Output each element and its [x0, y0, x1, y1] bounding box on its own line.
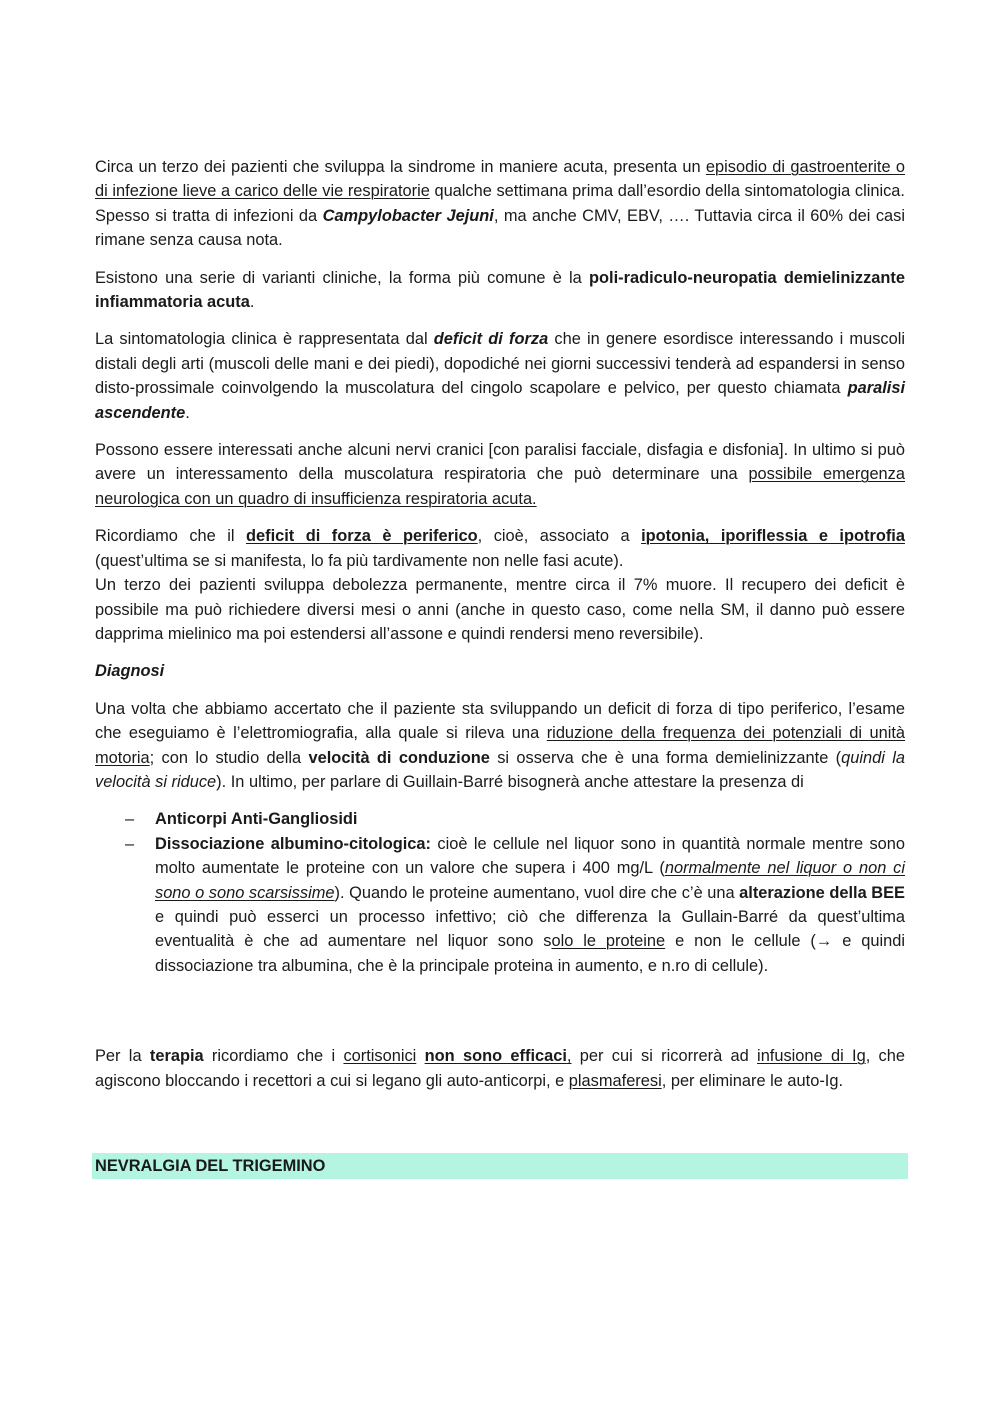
- bold-underlined-text: ipotonia, iporiflessia e ipotrofia: [641, 527, 905, 546]
- paragraph-diagnosis: Una volta che abbiamo accertato che il paziente sta sviluppando un deficit di forza di tipo periferico, l’esame che eseguiamo è l’elettromiografia, alla quale si rileva una riduzione della frequenza dei potenziali di unità motoria; con lo studio della velocità di conduzione si osserva che è una forma demielinizzante (quindi la velocità si riduce). In ultimo, per parlare di Guillain-Barré bisognerà anche attestare la presenza di: [95, 699, 906, 791]
- paragraph-onset: Circa un terzo dei pazienti che sviluppa la sindrome in maniere acuta, presenta un episodio di gastroenterite o di infezione lieve a carico delle vie respiratorie qualche settimana prima dall’esordio della sintomatologia clinica. Spesso si tratta di infezioni da Campylobacter Jejuni, ma anche CMV, EBV, …. Tuttavia circa il 60% dei casi rimane senza causa nota.: [95, 158, 905, 250]
- section-heading: NEVRALGIA DEL TRIGEMINO: [92, 1153, 908, 1179]
- diagnosi-title: Diagnosi: [95, 662, 165, 681]
- paragraph-cranial-nerves: Possono essere interessati anche alcuni nervi cranici [con paralisi facciale, disfagia e disfonia]. In ultimo si può avere un interessamento della muscolatura respiratoria che può determinare una possibile emergenza neurologica con un quadro di insufficienza respiratoria acuta.: [95, 441, 905, 508]
- underlined-text: cortisonici: [343, 1047, 417, 1066]
- bold-underlined-text: deficit di forza è periferico: [246, 527, 478, 546]
- bold-text: poli-radiculo-neuropatia demielinizzante infiammatoria acuta: [95, 268, 905, 312]
- bold-text: terapia: [149, 1047, 204, 1066]
- underlined-text: olo le proteine: [551, 932, 666, 951]
- italic-underlined-text: normalmente nel liquor o non ci sono o sono scarsissime: [155, 859, 906, 902]
- list-item: – Dissociazione albumino-citologica: cioè le cellule nel liquor sono in quantità normale mentre sono molto aumentate le proteine con un valore che supera i 400 mg/L (normalmente nel liquor o non ci sono o sono scarsissime). Quando le proteine aumentano, vuol dire che c’è una alterazione della BEE e quindi può esserci un processo infettivo; ciò che differenza la Gullain-Barré da quest’ultima eventualità è che ad aumentare nel liquor sono solo le proteine e non le cellule (→ e quindi dissociazione tra albumina, che è la principale proteina in aumento, e n.ro di cellule).: [155, 832, 905, 978]
- bold-italic-text: deficit di forza: [433, 330, 549, 349]
- paragraph-peripheral-deficit: Ricordiamo che il deficit di forza è periferico, cioè, associato a ipotonia, iporiflessia e ipotrofia (quest’ultima se si manifesta, lo fa più tardivamente non nelle fasi acute).: [95, 527, 905, 570]
- underlined-text: riduzione della frequenza dei potenziali di unità motoria: [95, 724, 906, 767]
- bold-underlined-text: non sono efficaci: [424, 1047, 567, 1066]
- paragraph-symptoms: La sintomatologia clinica è rappresentata dal deficit di forza che in genere esordisce interessando i muscoli distali degli arti (muscoli delle mani e dei piedi), dopodiché nei giorni successivi tenderà ad espandersi in senso disto-prossimale coinvolgendo la muscolatura del cingolo scapolare e pelvico, per questo chiamata paralisi ascendente.: [95, 330, 905, 422]
- bold-italic-text: paralisi ascendente: [95, 379, 905, 422]
- arrow-right-icon: →: [815, 932, 833, 951]
- paragraph-prognosis: Un terzo dei pazienti sviluppa debolezza permanente, mentre circa il 7% muore. Il recupero dei deficit è possibile ma può richiedere diversi mesi o anni (anche in questo caso, come nella SM, il danno può essere dapprima mielinico ma poi estendersi all’assone e quindi rendersi meno reversibile).: [95, 576, 905, 643]
- underlined-text: possibile emergenza neurologica con un quadro di insufficienza respiratoria acuta.: [95, 465, 905, 508]
- italic-text: quindi la velocità si riduce: [95, 748, 905, 791]
- paragraph-variants: Esistono una serie di varianti cliniche, la forma più comune è la poli-radiculo-neuropatia demielinizzante infiammatoria acuta.: [95, 268, 905, 312]
- bold-italic-text: Campylobacter Jejuni: [322, 206, 494, 225]
- diagnostic-criteria-list: [95, 807, 905, 978]
- bold-text: velocità di conduzione: [308, 748, 490, 767]
- underlined-text: infusione di Ig: [757, 1047, 866, 1066]
- list-item: – Anticorpi Anti-Gangliosidi: [155, 807, 905, 831]
- paragraph-therapy: Per la terapia ricordiamo che i cortisonici non sono efficaci, per cui si ricorrerà ad infusione di Ig, che agiscono bloccando i recettori a cui si legano gli auto-anticorpi, e plasmaferesi, per eliminare le auto-Ig.: [95, 1047, 905, 1090]
- underlined-text: plasmaferesi: [568, 1071, 662, 1090]
- underlined-text: episodio di gastroenterite o di infezione lieve a carico delle vie respiratorie: [95, 158, 905, 201]
